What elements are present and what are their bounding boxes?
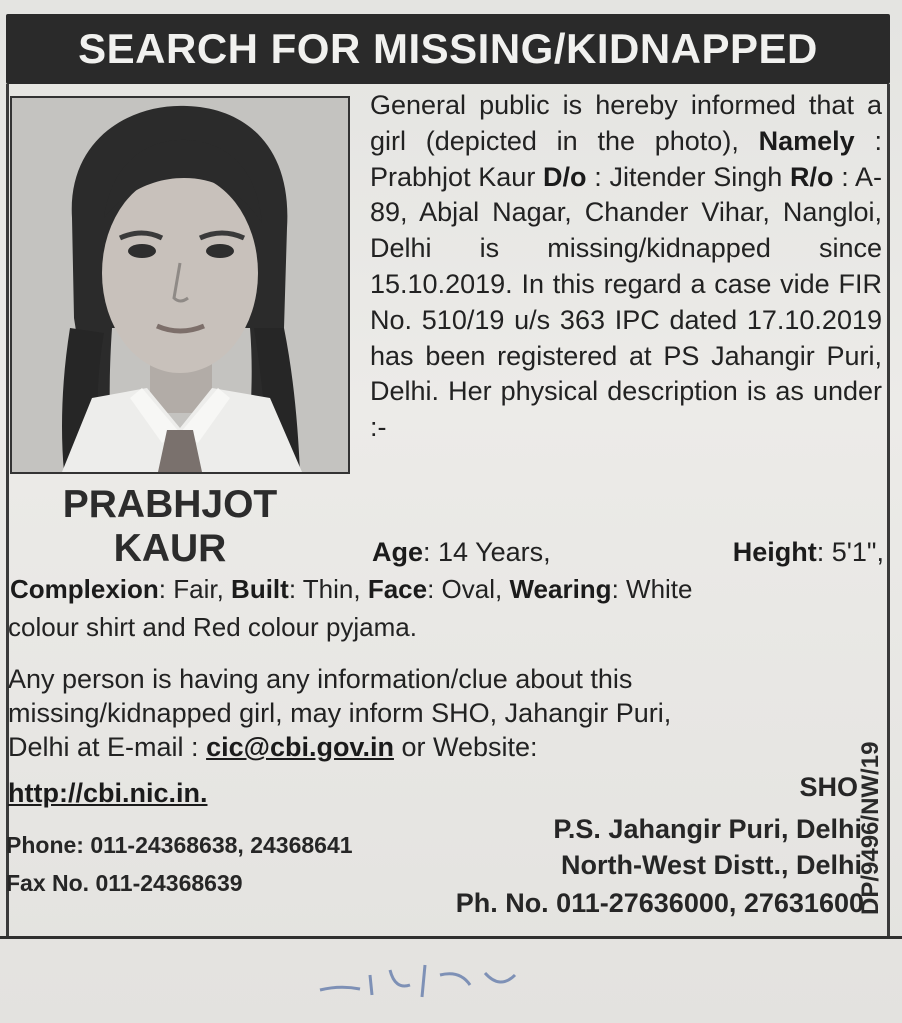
age-group [372, 537, 551, 568]
age-height-line [372, 537, 884, 568]
built-label: Built [231, 574, 289, 604]
name-caption-first: PRABHJOT [62, 483, 278, 526]
ro-value: : A-89, Abjal Nagar, Chander Vihar, Nangloi, Delhi is missing/kidnapped since 15.10.2019. In this regard a case vide FIR No. 510/19 u/s 363 IPC dated 17.10.2019 has been registered at PS Jahangir Puri, Delhi. Her physical description is as under :- [370, 161, 882, 443]
namely-label: Namely [758, 125, 855, 156]
email-link[interactable]: cic@cbi.gov.in [206, 732, 394, 762]
complexion-value: : Fair, [158, 574, 224, 604]
district: North-West Distt., Delhi [560, 850, 862, 880]
appeal-email-prefix: Delhi at E-mail : [8, 732, 199, 762]
appeal-line-3 [8, 732, 538, 763]
complexion-line [10, 574, 693, 605]
ro-label: R/o [790, 161, 834, 192]
frame-right-border [887, 84, 890, 936]
namely-value: : Prabhjot Kaur [370, 125, 882, 192]
appeal-line-2: missing/kidnapped girl, may inform SHO, Jahangir Puri, [8, 698, 672, 728]
complexion-label: Complexion [10, 574, 159, 604]
appeal-website-label: or Website: [401, 732, 538, 762]
wearing-value: : White [611, 574, 693, 604]
built-value: : Thin, [288, 574, 361, 604]
officer-title: SHO [799, 772, 858, 802]
height-group [733, 537, 884, 568]
dp-reference-code: DP/9496/NW/19 [857, 741, 884, 915]
notice-title: SEARCH FOR MISSING/KIDNAPPED [78, 25, 818, 72]
do-label: D/o [543, 161, 587, 192]
name-caption-last: KAUR [113, 527, 227, 570]
title-banner [6, 14, 890, 84]
intro-text: General public is hereby informed that a girl (depicted in the photo), [370, 90, 882, 156]
face-label: Face [367, 574, 428, 604]
height-label: Height [732, 537, 817, 567]
website-link[interactable]: http://cbi.nic.in. [8, 778, 208, 808]
wearing-continuation: colour shirt and Red colour pyjama. [8, 612, 417, 642]
age-label: Age [372, 537, 424, 567]
face-value: : Oval, [427, 574, 503, 604]
station-phone: Ph. No. 011-27636000, 27631600 [455, 888, 864, 918]
police-station: P.S. Jahangir Puri, Delhi [553, 814, 862, 844]
age-value: : 14 Years, [423, 537, 551, 567]
bottom-rule [0, 936, 902, 939]
height-value: : 5'1", [816, 537, 884, 567]
do-value: : Jitender Singh [594, 161, 783, 192]
portrait-image [12, 98, 348, 472]
website-line [8, 778, 207, 809]
pen-mark [300, 945, 560, 1005]
appeal-line-1: Any person is having any information/clue about this [8, 664, 633, 694]
missing-person-photo [10, 96, 350, 474]
fax-number: Fax No. 011-24368639 [6, 870, 243, 896]
intro-paragraph [370, 88, 882, 446]
wearing-label: Wearing [509, 574, 612, 604]
phone-numbers: Phone: 011-24368638, 24368641 [6, 832, 353, 858]
